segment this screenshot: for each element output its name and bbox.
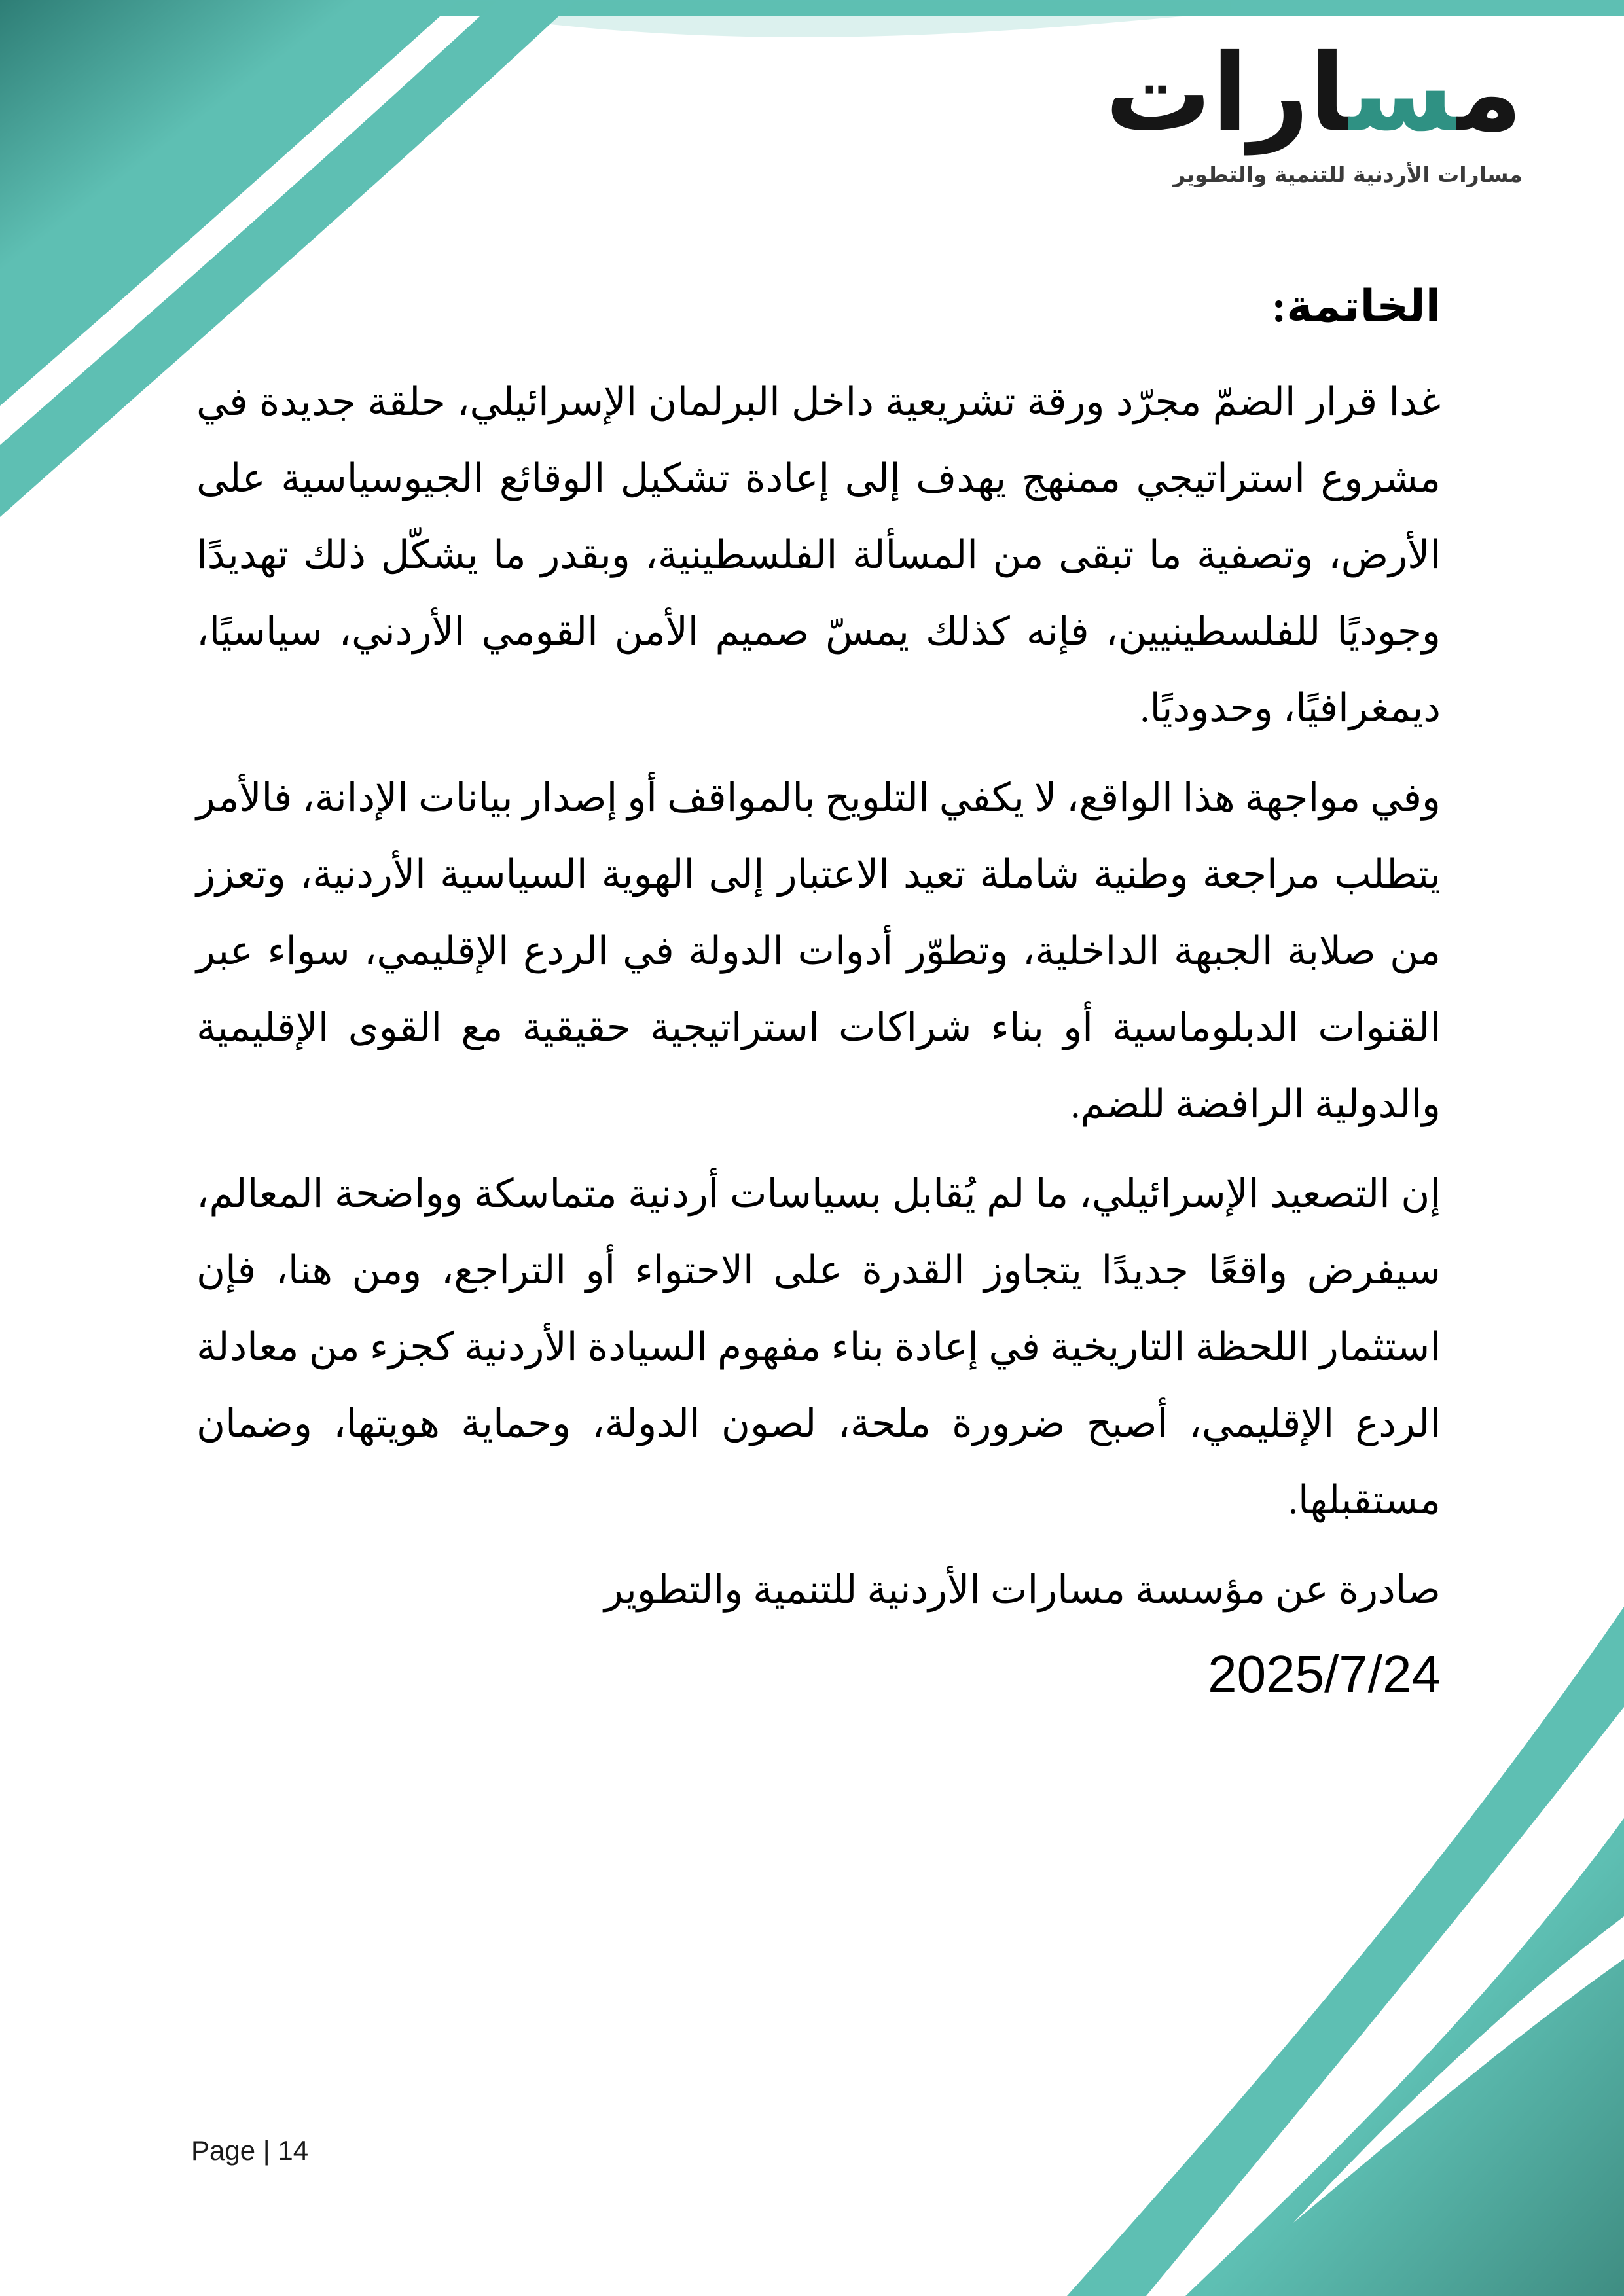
- issuer-line: صادرة عن مؤسسة مسارات الأردنية للتنمية والتطوير: [604, 1568, 1441, 1611]
- logo-wordmark-seen-accent: س: [1348, 32, 1457, 155]
- document-body: [196, 274, 1441, 1706]
- logo-wordmark: [1105, 27, 1523, 160]
- publish-date: 2025/7/24: [1208, 1645, 1441, 1703]
- logo-tagline: مسارات الأردنية للتنمية والتطوير: [1173, 161, 1523, 187]
- body-paragraph-1: غدا قرار الضمّ مجرّد ورقة تشريعية داخل البرلمان الإسرائيلي، حلقة جديدة في مشروع استراتيجي ممنهج يهدف إلى إعادة تشكيل الوقائع الجيوسياسية على الأرض، وتصفية ما تبقى من المسألة الفلسطينية، وبقدر ما يشكّل ذلك تهديدًا وجوديًا للفلسطينيين، فإنه كذلك يمسّ صميم الأمن القومي الأردني، سياسيًا، ديمغرافيًا، وحدوديًا.: [196, 380, 1441, 730]
- logo-wordmark-meem: م: [1456, 32, 1523, 155]
- section-heading: الخاتمة:: [1271, 281, 1441, 331]
- logo: [1105, 27, 1523, 187]
- page-number: Page | 14: [191, 2135, 309, 2166]
- corner-swoosh-bottom-right: [904, 1602, 1624, 2296]
- swoosh-corner-band: [1185, 1818, 1624, 2296]
- body-paragraph-3: إن التصعيد الإسرائيلي، ما لم يُقابل بسياسات أردنية متماسكة وواضحة المعالم، سيفرض واقعًا جديدًا يتجاوز القدرة على الاحتواء أو التراجع، ومن هنا، فإن استثمار اللحظة التاريخية في إعادة بناء مفهوم السيادة الأردنية كجزء من معادلة الردع الإقليمي، أصبح ضرورة ملحة، لصون الدولة، وحماية هويتها، وضمان مستقبلها.: [196, 1172, 1441, 1522]
- logo-wordmark-rest: ارات: [1105, 32, 1349, 155]
- body-paragraph-2: وفي مواجهة هذا الواقع، لا يكفي التلويح بالمواقف أو إصدار بيانات الإدانة، فالأمر يتطلب مراجعة وطنية شاملة تعيد الاعتبار إلى الهوية السياسية الأردنية، وتعزز من صلابة الجبهة الداخلية، وتطوّر أدوات الدولة في الردع الإقليمي، سواء عبر القنوات الدبلوماسية أو بناء شراكات استراتيجية حقيقية مع القوى الإقليمية والدولية الرافضة للضم.: [196, 776, 1441, 1126]
